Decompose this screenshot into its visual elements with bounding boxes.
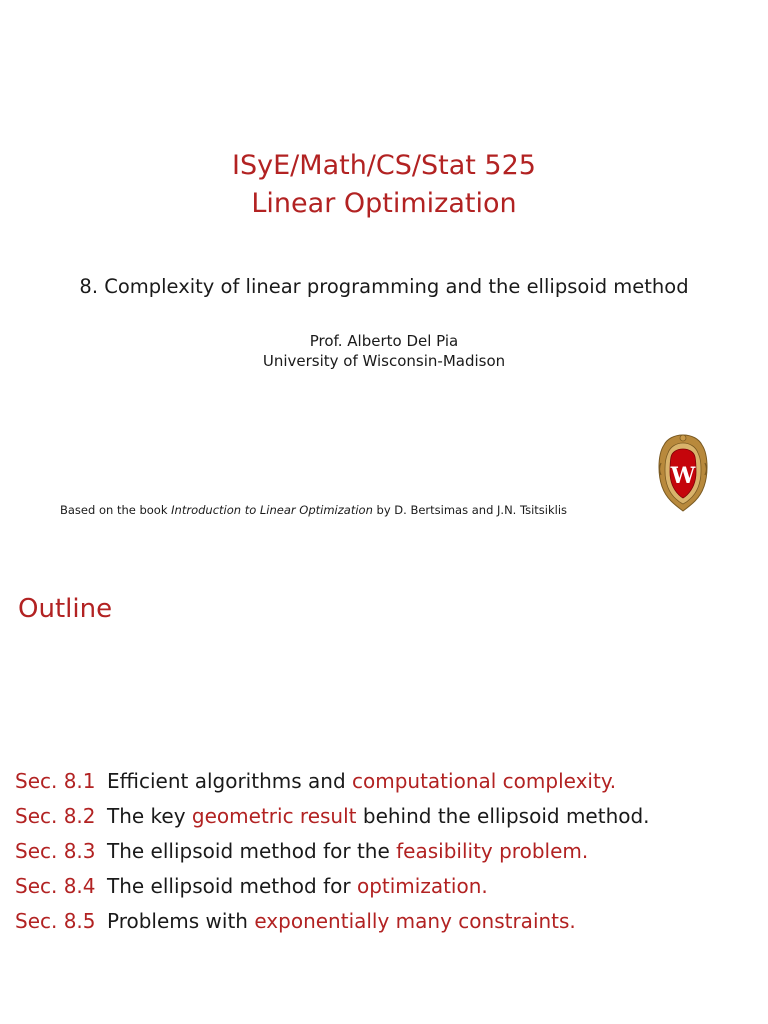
section-text: The ellipsoid method for xyxy=(107,874,357,898)
crest-w-letter: W xyxy=(670,463,696,489)
section-number: Sec. 8.1 xyxy=(15,769,96,793)
author-affiliation: University of Wisconsin-Madison xyxy=(262,352,506,370)
uw-madison-crest-icon xyxy=(657,433,709,513)
section-highlight-text: optimization. xyxy=(356,874,488,898)
section-number: Sec. 8.5 xyxy=(15,909,96,933)
outline-heading: Outline xyxy=(18,594,113,624)
section-item xyxy=(15,904,650,939)
section-text: The ellipsoid method for the xyxy=(107,839,397,863)
section-text: Efficient algorithms and xyxy=(107,769,352,793)
section-text: behind the ellipsoid method. xyxy=(356,804,650,828)
section-number: Sec. 8.2 xyxy=(15,804,96,828)
section-highlight-text: computational complexity. xyxy=(352,769,617,793)
lecture-title: 8. Complexity of linear programming and the ellipsoid method xyxy=(79,275,689,298)
credit-prefix: Based on the book xyxy=(60,503,172,517)
outline-slide xyxy=(0,560,768,1024)
section-highlight-text: exponentially many constraints. xyxy=(254,909,576,933)
section-number: Sec. 8.3 xyxy=(15,839,96,863)
section-list xyxy=(15,764,650,939)
credit-suffix: by D. Bertsimas and J.N. Tsitsiklis xyxy=(372,503,568,517)
course-subtitle: Linear Optimization xyxy=(251,188,517,219)
author-name: Prof. Alberto Del Pia xyxy=(309,332,459,350)
credit-book-title: Introduction to Linear Optimization xyxy=(171,503,373,517)
course-title: ISyE/Math/CS/Stat 525 xyxy=(232,150,536,181)
section-highlight-text: geometric result xyxy=(191,804,357,828)
section-item xyxy=(15,764,650,799)
section-number: Sec. 8.4 xyxy=(15,874,96,898)
section-highlight-text: feasibility problem. xyxy=(396,839,589,863)
book-credit xyxy=(60,502,567,518)
section-item xyxy=(15,834,650,869)
section-item xyxy=(15,799,650,834)
section-text: The key xyxy=(107,804,192,828)
section-item xyxy=(15,869,650,904)
section-text: Problems with xyxy=(107,909,255,933)
